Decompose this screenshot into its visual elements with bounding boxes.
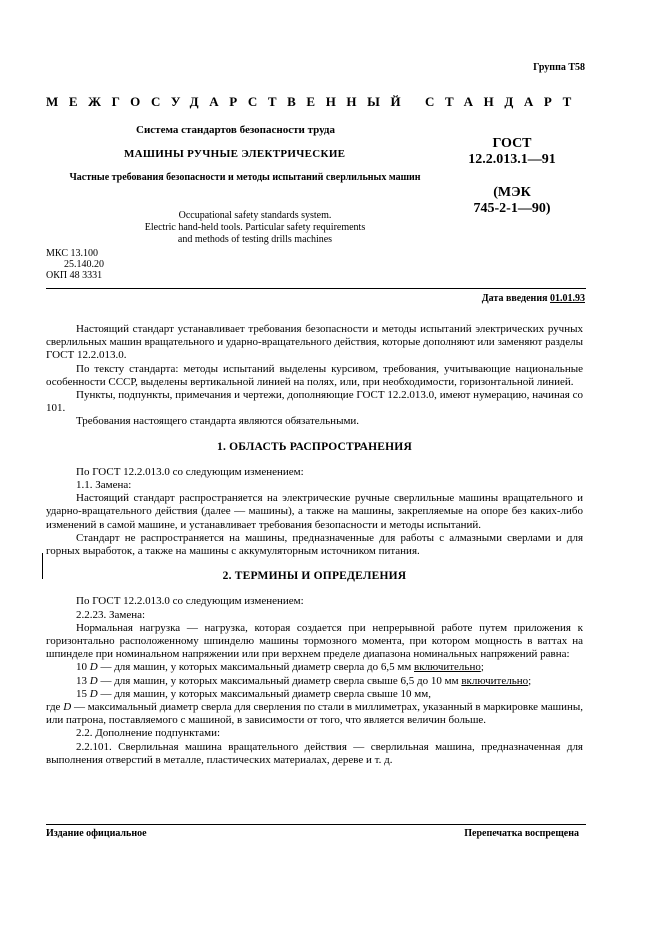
intro-paragraph-3: Пункты, подпункты, примечания и чертежи, дополняющие ГОСТ 12.2.013.0, имеют нумерацию, начиная со 101.	[46, 389, 583, 415]
section-2-paragraph-1: Нормальная нагрузка — нагрузка, которая создается при непрерывной работе путем приложения к горизонтально расположенному шпинделю машины тормозного момента, при котором мощность в ваттах на шпинделе при номинальном напряжении или при верхнем пределе диапазона номинальных напряжений равна:	[46, 621, 583, 661]
intro-paragraph-1: Настоящий стандарт устанавливает требования безопасности и методы испытаний электрических ручных сверлильных машин вращательного и ударно-вращательного действия, которые дополняют или заменяют разделы ГОСТ 12.2.013.0.	[46, 323, 583, 362]
gost-code: 12.2.013.1—91	[468, 152, 556, 167]
effective-date	[482, 293, 585, 304]
formula-3-coef: 15	[76, 687, 90, 700]
iec-number	[462, 185, 562, 217]
formula-2-inclusive: включительно	[461, 674, 529, 687]
standard-banner: МЕЖГОСУДАРСТВЕННЫЙ СТАНДАРТ	[46, 94, 582, 109]
reprint-prohibited: Перепечатка воспрещена	[464, 828, 579, 839]
intro-paragraph-4: Требования настоящего стандарта являются обязательными.	[76, 415, 360, 428]
group-code: Группа Т58	[533, 62, 585, 73]
formula-line-3	[46, 688, 583, 701]
section-1-paragraph-2: Стандарт не распространяется на машины, предназначенные для работы с алмазными сверлами и для горных выработок, а также на машины с аккумуляторным источником питания.	[46, 531, 583, 558]
formula-2-text: — для машин, у которых максимальный диаметр сверла свыше 6,5 до 10 мм	[97, 674, 462, 687]
mks-code-2: 25.140.20	[64, 259, 104, 270]
where-symbol: D	[63, 701, 72, 714]
official-edition: Издание официальное	[46, 828, 147, 839]
formula-1-inclusive: включительно	[414, 661, 481, 674]
document-subtitle: Частные требования безопасности и методы испытаний сверлильных машин	[69, 172, 421, 183]
english-line-1: Occupational safety standards system.	[178, 210, 332, 221]
section-1-line-1: По ГОСТ 12.2.013.0 со следующим изменением:	[76, 465, 304, 478]
formula-1-text: — для машин, у которых максимальный диаметр сверла до 6,5 мм	[97, 661, 414, 674]
iec-code: 745-2-1—90)	[473, 201, 551, 216]
english-line-3: and methods of testing drills machines	[177, 234, 333, 245]
margin-vertical-line	[42, 553, 43, 579]
english-title	[140, 210, 370, 246]
section-2-line-3: 2.2. Дополнение подпунктами:	[76, 727, 221, 740]
formula-3-symbol: D	[89, 687, 98, 700]
section-1-paragraph-1: Настоящий стандарт распространяется на электрические ручные сверлильные машины вращательного и ударно-вращательного действия (далее — машины), а также на машины, закрепляемые на опоре без каких-либо изменений в самой машине, и устанавливает требования безопасности и методы испытаний.	[46, 492, 583, 531]
formula-2-end: ;	[528, 674, 532, 687]
mks-code: МКС 13.100	[46, 248, 98, 259]
formula-1-coef: 10	[76, 661, 90, 674]
date-value: 01.01.93	[550, 293, 585, 304]
footer-divider	[46, 824, 586, 825]
section-1-line-2: 1.1. Замена:	[76, 479, 132, 492]
where-word: где	[46, 701, 64, 714]
section-2-line-2: 2.2.23. Замена:	[76, 608, 146, 621]
section-2-heading: 2. ТЕРМИНЫ И ОПРЕДЕЛЕНИЯ	[222, 570, 407, 583]
document-title: МАШИНЫ РУЧНЫЕ ЭЛЕКТРИЧЕСКИЕ	[124, 148, 346, 160]
formula-3-text: — для машин, у которых максимальный диаметр сверла свыше 10 мм,	[97, 687, 431, 700]
formula-line-2	[46, 675, 583, 688]
date-label: Дата введения	[481, 293, 548, 304]
formula-1-end: ;	[480, 661, 484, 674]
english-line-2: Electric hand-held tools. Particular safety requirements	[144, 222, 366, 233]
formula-2-coef: 13	[76, 674, 90, 687]
section-2-line-1: По ГОСТ 12.2.013.0 со следующим изменением:	[76, 595, 304, 608]
classification-codes	[46, 248, 104, 281]
section-2-paragraph-3: 2.2.101. Сверлильная машина вращательного действия — сверлильная машина, предназначенная для выполнения отверстий в металле, пластических материалах, дереве и т. д.	[46, 740, 583, 766]
formula-line-1	[46, 661, 583, 674]
intro-paragraph-2: По тексту стандарта: методы испытаний выделены курсивом, требования, учитывающие национальные особенности СССР, выделены вертикальной линией на полях, или, при необходимости, горизонтальной линией.	[46, 362, 583, 388]
section-1-heading: 1. ОБЛАСТЬ РАСПРОСТРАНЕНИЯ	[217, 440, 412, 453]
where-text: — максимальный диаметр сверла для сверления по стали в миллиметрах, указанный в маркировке машины, или патрона, поставляемого с машиной, в зависимости от того, что является величин больше.	[46, 701, 583, 727]
formula-1-symbol: D	[89, 661, 98, 674]
gost-number	[462, 136, 562, 168]
iec-label: (МЭК	[493, 185, 531, 200]
okp-code: ОКП 48 3331	[46, 270, 103, 281]
document-body	[46, 323, 583, 767]
standards-system-title: Система стандартов безопасности труда	[136, 124, 335, 136]
formula-2-symbol: D	[89, 674, 98, 687]
header-divider	[46, 288, 586, 289]
where-definition	[46, 701, 583, 727]
gost-label: ГОСТ	[492, 136, 532, 151]
